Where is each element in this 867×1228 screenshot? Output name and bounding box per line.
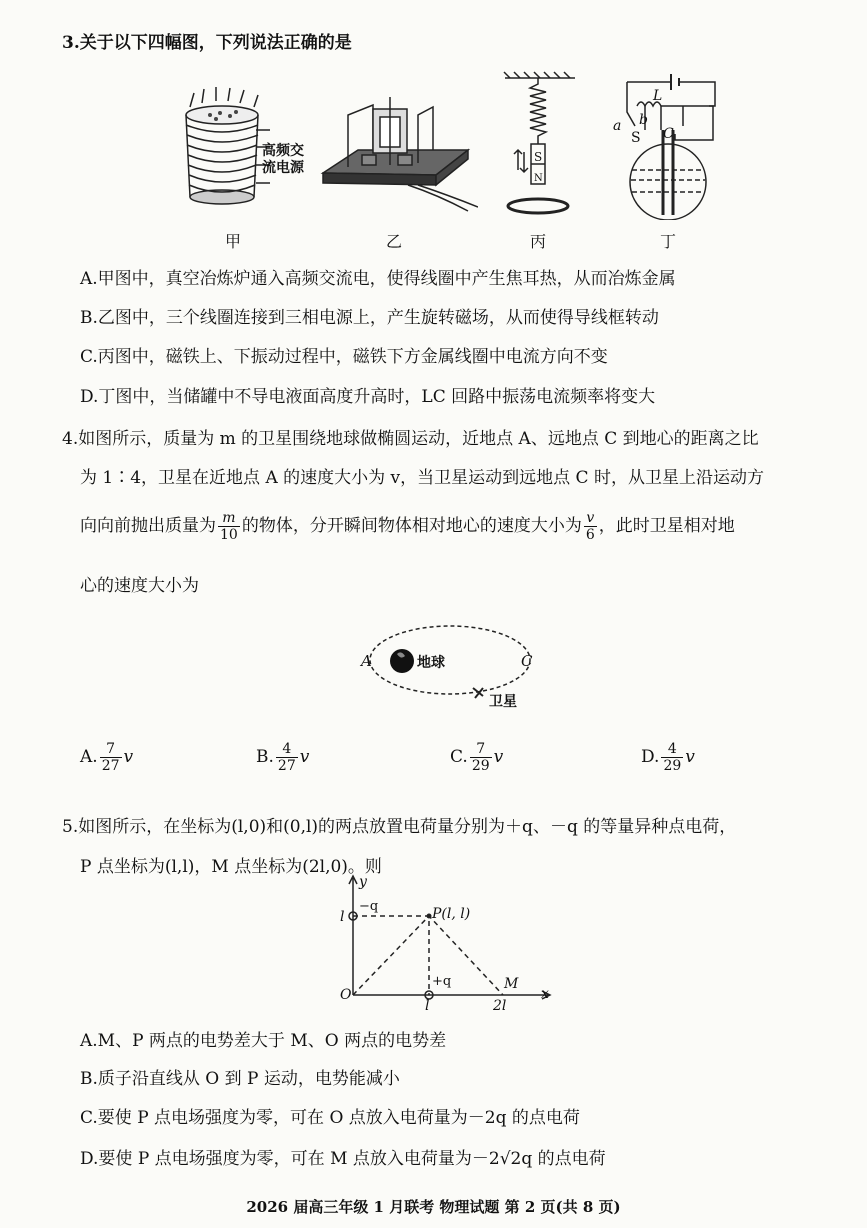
- q3-option-c: C.丙图中，磁铁上、下振动过程中，磁铁下方金属线圈中电流方向不变: [80, 347, 608, 367]
- x-tick-l-label: l: [425, 998, 430, 1010]
- switch-b-label: b: [639, 112, 648, 128]
- earth-label: 地球: [417, 655, 445, 671]
- y-axis-label: y: [359, 874, 367, 890]
- switch-a-label: a: [613, 118, 622, 134]
- point-p-label: P(l, l): [432, 906, 471, 922]
- fig-label-jia: 甲: [225, 232, 242, 251]
- q4-option-b: B. $\frac{4}{27}$ v: [256, 741, 310, 774]
- point-c-label: C: [521, 652, 533, 670]
- inductor-label: L: [653, 88, 663, 104]
- point-a-label: A: [361, 652, 372, 670]
- q5-line-2: P 点坐标为(l,l)，M 点坐标为(2l,0)。则: [80, 857, 382, 877]
- magnet-south-label: S: [534, 150, 543, 164]
- fig-label-bing: 丙: [530, 232, 547, 251]
- origin-label: O: [340, 987, 352, 1003]
- q5-option-c: C.要使 P 点电场强度为零，可在 O 点放入电荷量为－2q 的点电荷: [80, 1108, 580, 1128]
- q3-stem: 3.关于以下四幅图，下列说法正确的是: [62, 33, 352, 53]
- x-tick-2l-label: 2l: [493, 998, 507, 1010]
- y-tick-l-label: l: [340, 909, 345, 925]
- q4-option-d: D. $\frac{4}{29}$ v: [641, 741, 695, 774]
- q3-option-a: A.甲图中，真空冶炼炉通入高频交流电，使得线圈中产生焦耳热，从而冶炼金属: [80, 269, 676, 289]
- fraction-v-over-6: $\frac{v}{6}$: [585, 510, 595, 543]
- q3-option-d: D.丁图中，当储罐中不导电液面高度升高时，LC 回路中振荡电流频率将变大: [80, 387, 656, 407]
- q5-option-d: D.要使 P 点电场强度为零，可在 M 点放入电荷量为－2√2q 的点电荷: [80, 1149, 606, 1169]
- page-footer: 2026 届高三年级 1 月联考 物理试题 第 2 页(共 8 页): [246, 1198, 621, 1216]
- spring-magnet-figure: [500, 70, 580, 220]
- q5-option-b: B.质子沿直线从 O 到 P 运动，电势能减小: [80, 1069, 400, 1089]
- three-phase-motor-figure: [318, 95, 478, 215]
- q4-line-1: 4.如图所示，质量为 m 的卫星围绕地球做椭圆运动，近地点 A、远地点 C 到地心的距离之比: [62, 429, 759, 449]
- point-m-label: M: [504, 976, 519, 992]
- q4-option-a: A. $\frac{7}{27}$ v: [80, 741, 134, 774]
- lc-tank-figure: [605, 70, 725, 220]
- sqrt-two: √2: [499, 1149, 522, 1169]
- switch-s-label: S: [631, 130, 641, 146]
- satellite-label: 卫星: [489, 694, 517, 710]
- q4-line-2: 为 1∶4，卫星在近地点 A 的速度大小为 v，当卫星运动到远地点 C 时，从卫星上沿运动方: [80, 468, 764, 488]
- x-axis-label: x: [541, 986, 549, 1002]
- q4-line-3: 向向前抛出质量为 $\frac{m}{10}$ 的物体，分开瞬间物体相对地心的速度大小为 $\frac{v}{6}$ ，此时卫星相对地: [80, 510, 735, 543]
- q4-line-4: 心的速度大小为: [80, 576, 199, 596]
- negative-charge-label: −q: [359, 899, 379, 914]
- positive-charge-label: +q: [432, 974, 452, 989]
- orbit-figure: [355, 618, 555, 718]
- furnace-power-label: 高频交 流电源: [262, 143, 304, 176]
- q5-line-1: 5.如图所示，在坐标为(l,0)和(0,l)的两点放置电荷量分别为＋q、－q 的等量异种点电荷，: [62, 817, 737, 837]
- q5-option-a: A.M、P 两点的电势差大于 M、O 两点的电势差: [80, 1031, 447, 1051]
- q4-option-c: C. $\frac{7}{29}$ v: [450, 741, 504, 774]
- magnet-north-label: N: [534, 173, 543, 184]
- fraction-m-over-10: $\frac{m}{10}$: [220, 510, 238, 543]
- fig-label-yi: 乙: [386, 232, 403, 251]
- capacitor-label: C: [663, 126, 674, 142]
- coordinate-figure: [328, 870, 568, 1010]
- fig-label-ding: 丁: [660, 232, 677, 251]
- q3-option-b: B.乙图中，三个线圈连接到三相电源上，产生旋转磁场，从而使得导线框转动: [80, 308, 659, 328]
